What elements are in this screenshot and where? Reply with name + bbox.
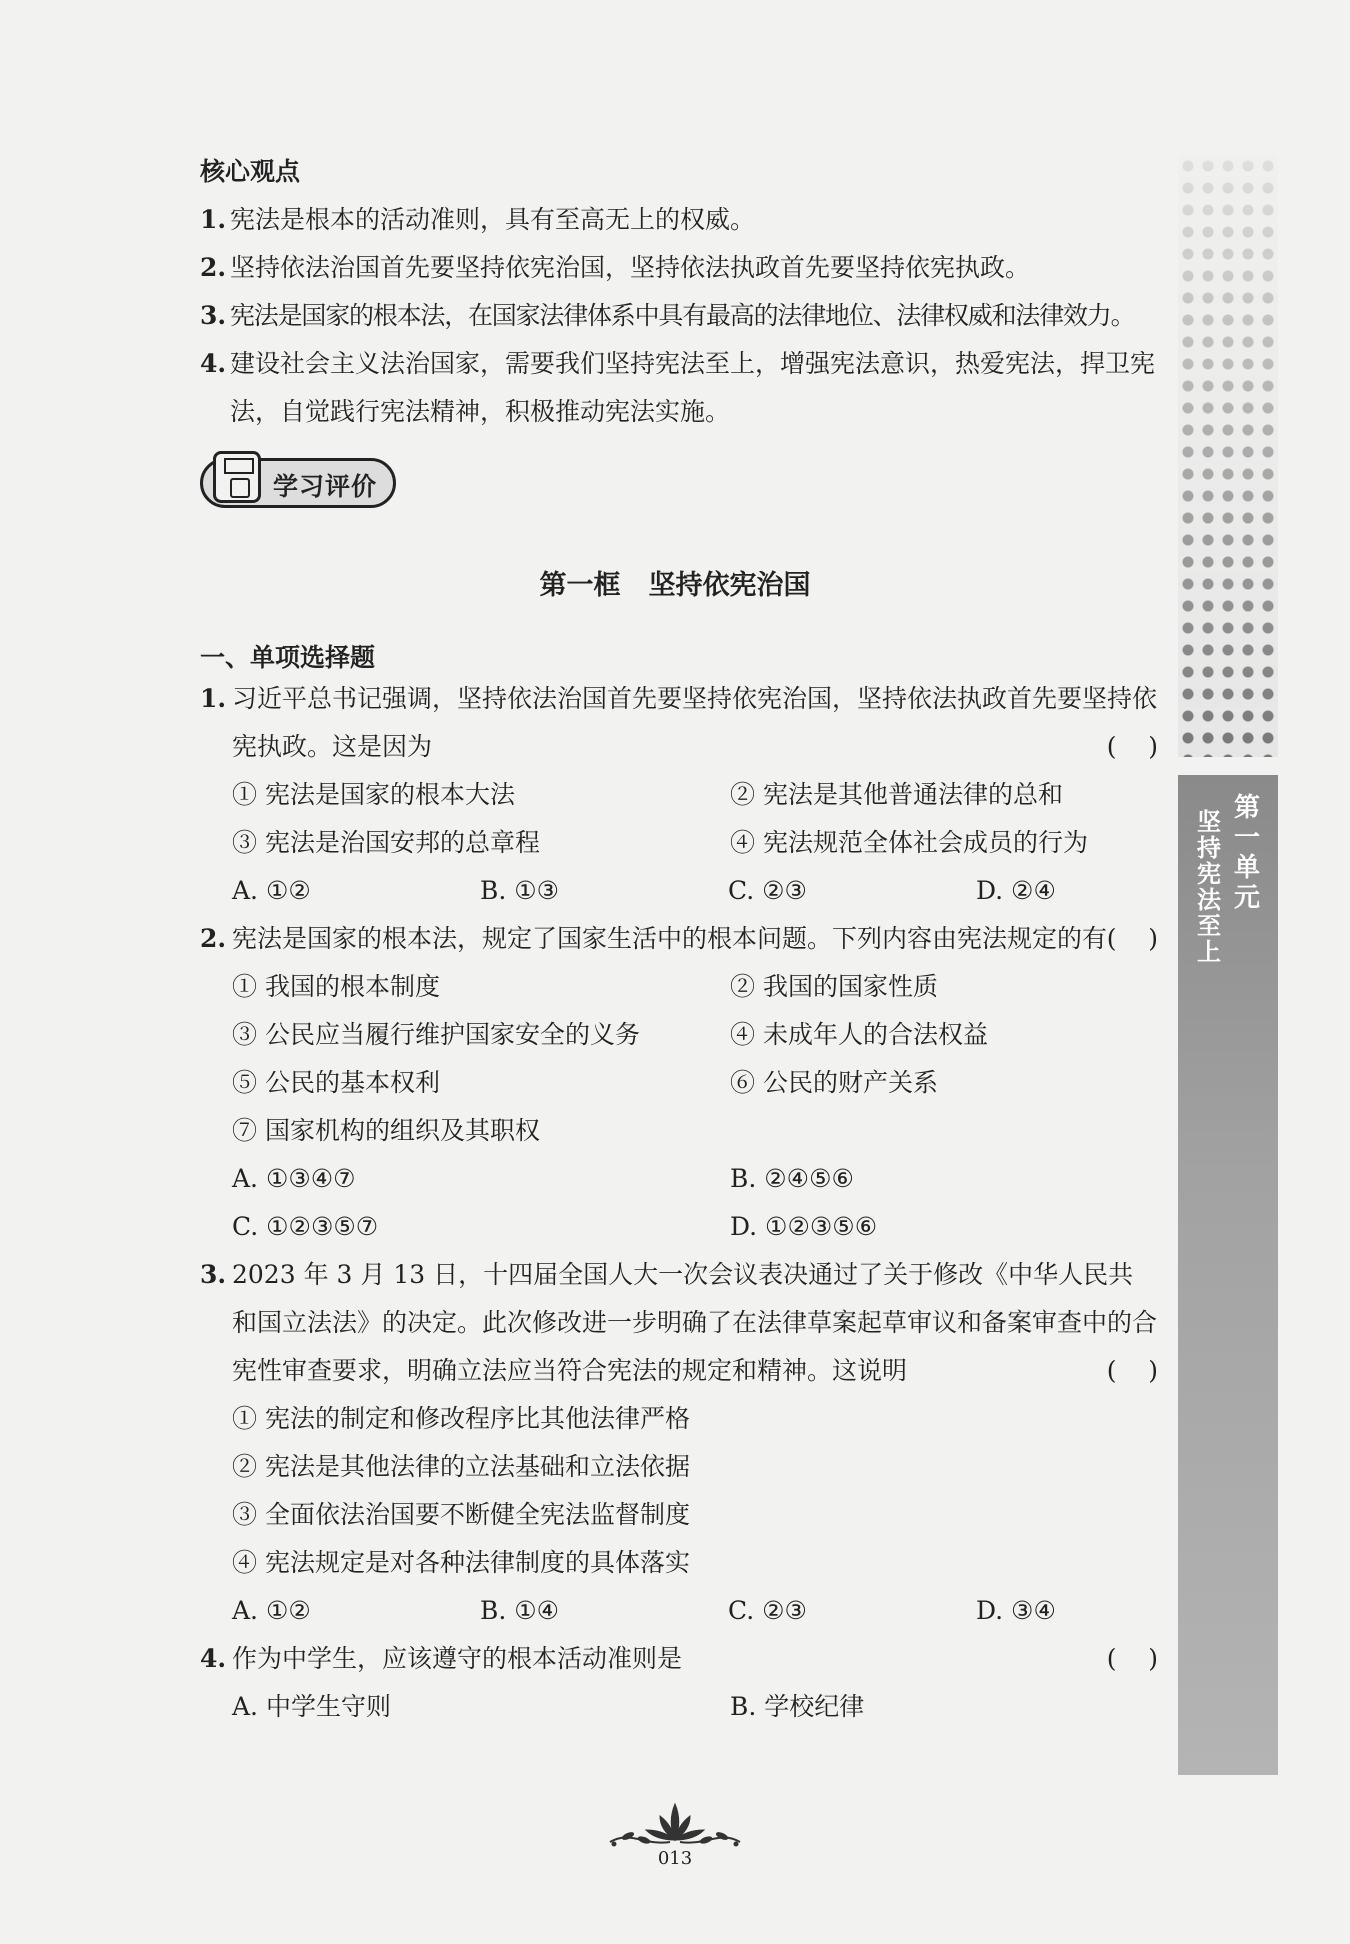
core-point-text: 宪法是根本的活动准则，具有至高无上的权威。 <box>230 205 756 234</box>
part-title: 一、单项选择题 <box>200 643 376 672</box>
core-point <box>200 244 1160 292</box>
answer-blank[interactable] <box>1107 1635 1158 1683</box>
statement-option: ① 宪法是国家的根本大法 <box>232 780 515 809</box>
statement-option: ③ 全面依法治国要不断健全宪法监督制度 <box>232 1500 690 1529</box>
choice-d: D. ③④ <box>976 1596 1056 1625</box>
statement-option: ⑥ 公民的财产关系 <box>730 1068 938 1097</box>
choice-a: A. ①② <box>232 876 311 905</box>
choice-b: B. ①③ <box>480 876 560 905</box>
badge-label: 学习评价 <box>273 472 378 501</box>
floral-ornament-icon <box>600 1800 750 1850</box>
core-points-title: 核心观点 <box>200 157 301 186</box>
question-stem: 2023 年 3 月 13 日，十四届全国人大一次会议表决通过了关于修改《中华人民共和国立法法》的决定。此次修改进一步明确了在法律草案起草审议和备案审查中的合宪性审查要求，明确立法应当符合宪法的规定和精神。这说明 <box>232 1260 1158 1385</box>
question-number: 3. <box>200 1260 227 1289</box>
learning-evaluation-badge <box>200 458 396 508</box>
question-number: 4. <box>200 1644 227 1673</box>
core-point-num: 4. <box>200 349 227 378</box>
question-number: 1. <box>200 684 227 713</box>
side-divider <box>1178 757 1278 777</box>
choice-c: C. ①②③⑤⑦ <box>232 1212 379 1241</box>
core-point-num: 3. <box>200 301 227 330</box>
question-number: 2. <box>200 924 227 953</box>
answer-blank[interactable] <box>1107 723 1158 771</box>
section-name: 坚持依宪治国 <box>648 570 811 601</box>
statement-option: ⑤ 公民的基本权利 <box>232 1068 440 1097</box>
core-point-num: 2. <box>200 253 227 282</box>
core-point-text: 建设社会主义法治国家，需要我们坚持宪法至上，增强宪法意识，热爱宪法，捍卫宪法，自觉践行宪法精神，积极推动宪法实施。 <box>230 349 1156 426</box>
question-stem: 作为中学生，应该遵守的根本活动准则是 <box>232 1644 683 1673</box>
answer-blank[interactable] <box>1107 1347 1158 1395</box>
section-frame: 第一框 <box>539 570 621 601</box>
page-number: 013 <box>657 1848 693 1869</box>
core-point <box>200 292 1160 340</box>
choice-b: B. 学校纪律 <box>730 1692 865 1721</box>
choice-a: A. ①③④⑦ <box>232 1164 356 1193</box>
core-point-text: 坚持依法治国首先要坚持依宪治国，坚持依法执政首先要坚持依宪执政。 <box>230 253 1031 282</box>
statement-option: ① 宪法的制定和修改程序比其他法律严格 <box>232 1404 690 1433</box>
question-3 <box>200 1251 1158 1635</box>
statement-option: ④ 未成年人的合法权益 <box>730 1020 988 1049</box>
choice-d: D. ②④ <box>976 876 1056 905</box>
question-2 <box>200 915 1158 1251</box>
choice-d: D. ①②③⑤⑥ <box>730 1212 878 1241</box>
choice-c: C. ②③ <box>728 1596 807 1625</box>
statement-option: ⑦ 国家机构的组织及其职权 <box>232 1116 540 1145</box>
unit-side-tab <box>1178 775 1278 1775</box>
choice-b: B. ①④ <box>480 1596 560 1625</box>
core-point-num: 1. <box>200 205 227 234</box>
question-stem: 宪法是国家的根本法，规定了国家生活中的根本问题。下列内容由宪法规定的有 <box>232 924 1108 953</box>
section-title <box>0 563 1350 602</box>
statement-option: ④ 宪法规定是对各种法律制度的具体落实 <box>232 1548 690 1577</box>
statement-option: ③ 宪法是治国安邦的总章程 <box>232 828 540 857</box>
question-1 <box>200 675 1158 915</box>
statement-option: ① 我国的根本制度 <box>232 972 440 1001</box>
core-point <box>200 196 1160 244</box>
core-point-text: 宪法是国家的根本法，在国家法律体系中具有最高的法律地位、法律权威和法律效力。 <box>230 301 1135 330</box>
question-stem: 习近平总书记强调，坚持依法治国首先要坚持依宪治国，坚持依法执政首先要坚持依宪执政。这是因为 <box>232 684 1158 761</box>
statement-option: ③ 公民应当履行维护国家安全的义务 <box>232 1020 640 1049</box>
choice-c: C. ②③ <box>728 876 807 905</box>
statement-option: ② 宪法是其他法律的立法基础和立法依据 <box>232 1452 690 1481</box>
floppy-disk-icon <box>213 451 261 503</box>
question-4 <box>200 1635 1158 1731</box>
answer-blank[interactable] <box>1107 915 1158 963</box>
choice-a: A. ①② <box>232 1596 311 1625</box>
statement-option: ② 我国的国家性质 <box>730 972 938 1001</box>
core-points-list <box>200 196 1160 436</box>
unit-label: 第一单元 <box>1233 793 1260 913</box>
choice-a: A. 中学生守则 <box>232 1692 391 1721</box>
question-list <box>200 675 1158 1731</box>
choice-b: B. ②④⑤⑥ <box>730 1164 854 1193</box>
statement-option: ② 宪法是其他普通法律的总和 <box>730 780 1063 809</box>
statement-option: ④ 宪法规范全体社会成员的行为 <box>730 828 1088 857</box>
core-point <box>200 340 1160 436</box>
unit-title: 坚持宪法至上 <box>1197 808 1221 966</box>
side-dot-pattern <box>1178 155 1278 757</box>
